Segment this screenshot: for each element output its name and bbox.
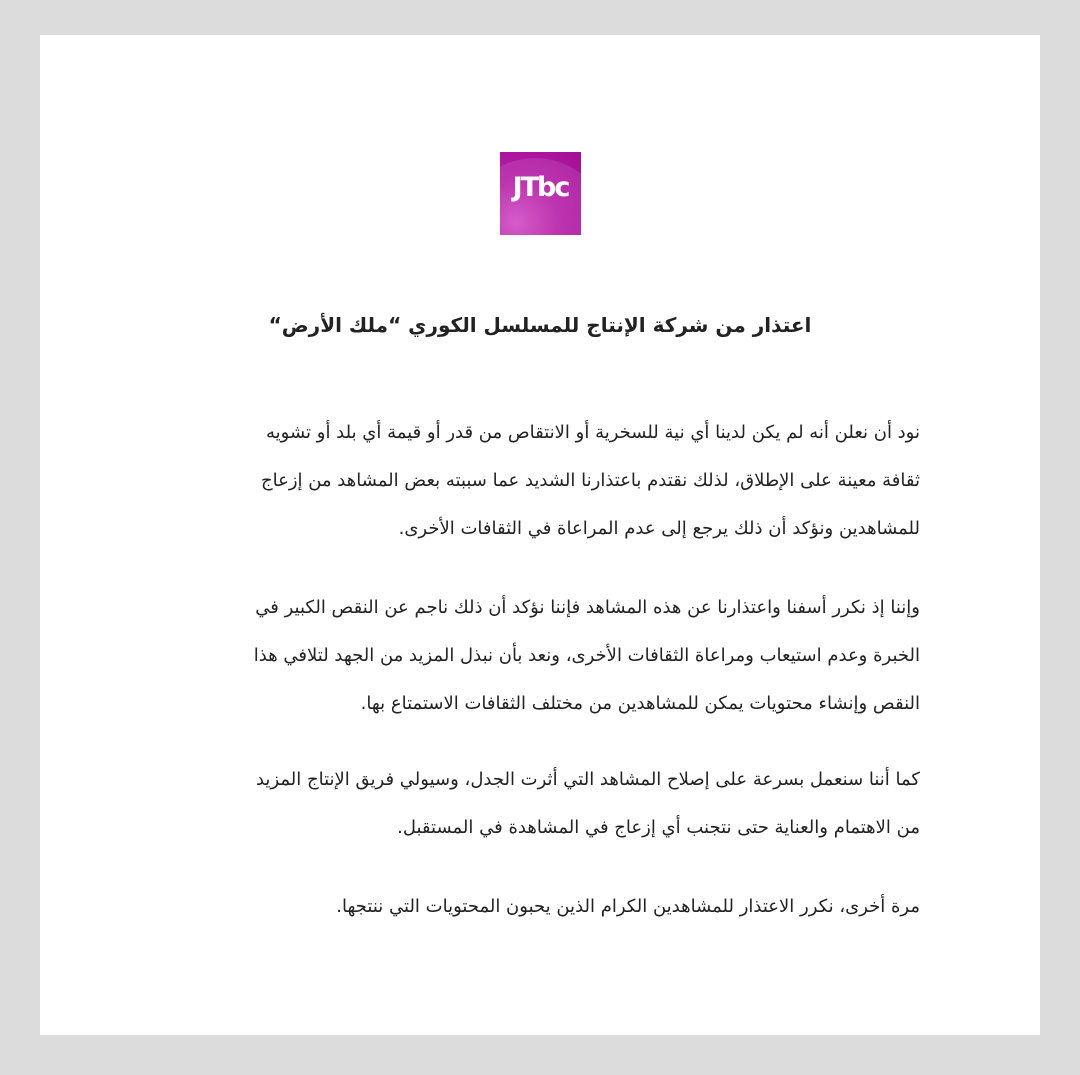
paragraph-line: للمشاهدين ونؤكد أن ذلك يرجع إلى عدم المراعاة في الثقافات الأخرى. (398, 518, 920, 539)
paragraph-4 (160, 883, 920, 931)
paragraph-line: من الاهتمام والعناية حتى نتجنب أي إزعاج في المشاهدة في المستقبل. (397, 817, 920, 838)
paragraph-line: كما أننا سنعمل بسرعة على إصلاح المشاهد التي أثرت الجدل، وسيولي فريق الإنتاج المزيد (255, 769, 920, 790)
paragraph-1 (160, 409, 920, 553)
paragraph-line: ثقافة معينة على الإطلاق، لذلك نقتدم باعتذارنا الشديد عما سببته بعض المشاهد من إزعاج (260, 470, 920, 491)
paragraph-line: وإننا إذ نكرر أسفنا واعتذارنا عن هذه المشاهد فإننا نؤكد أن ذلك ناجم عن النقص الكبير في (255, 597, 920, 618)
paragraph-line: النقص وإنشاء محتويات يمكن للمشاهدين من مختلف الثقافات الاستمتاع بها. (360, 693, 920, 714)
paragraph-3 (160, 756, 920, 852)
statement-card (40, 35, 1040, 1035)
statement-title: اعتذار من شركة الإنتاج للمسلسل الكوري “ملك الأرض“ (268, 313, 812, 337)
logo-text: JTbc (512, 172, 569, 203)
paragraph-line: نود أن نعلن أنه لم يكن لدينا أي نية للسخرية أو الانتقاص من قدر أو قيمة أي بلد أو تشويه (266, 422, 920, 443)
jtbc-logo (500, 152, 581, 235)
paragraph-2 (160, 584, 920, 728)
paragraph-line: مرة أخرى، نكرر الاعتذار للمشاهدين الكرام الذين يحبون المحتويات التي ننتجها. (336, 896, 920, 917)
paragraph-line: الخبرة وعدم استيعاب ومراعاة الثقافات الأخرى، ونعد بأن نبذل المزيد من الجهد لتلافي هذا (253, 645, 920, 666)
